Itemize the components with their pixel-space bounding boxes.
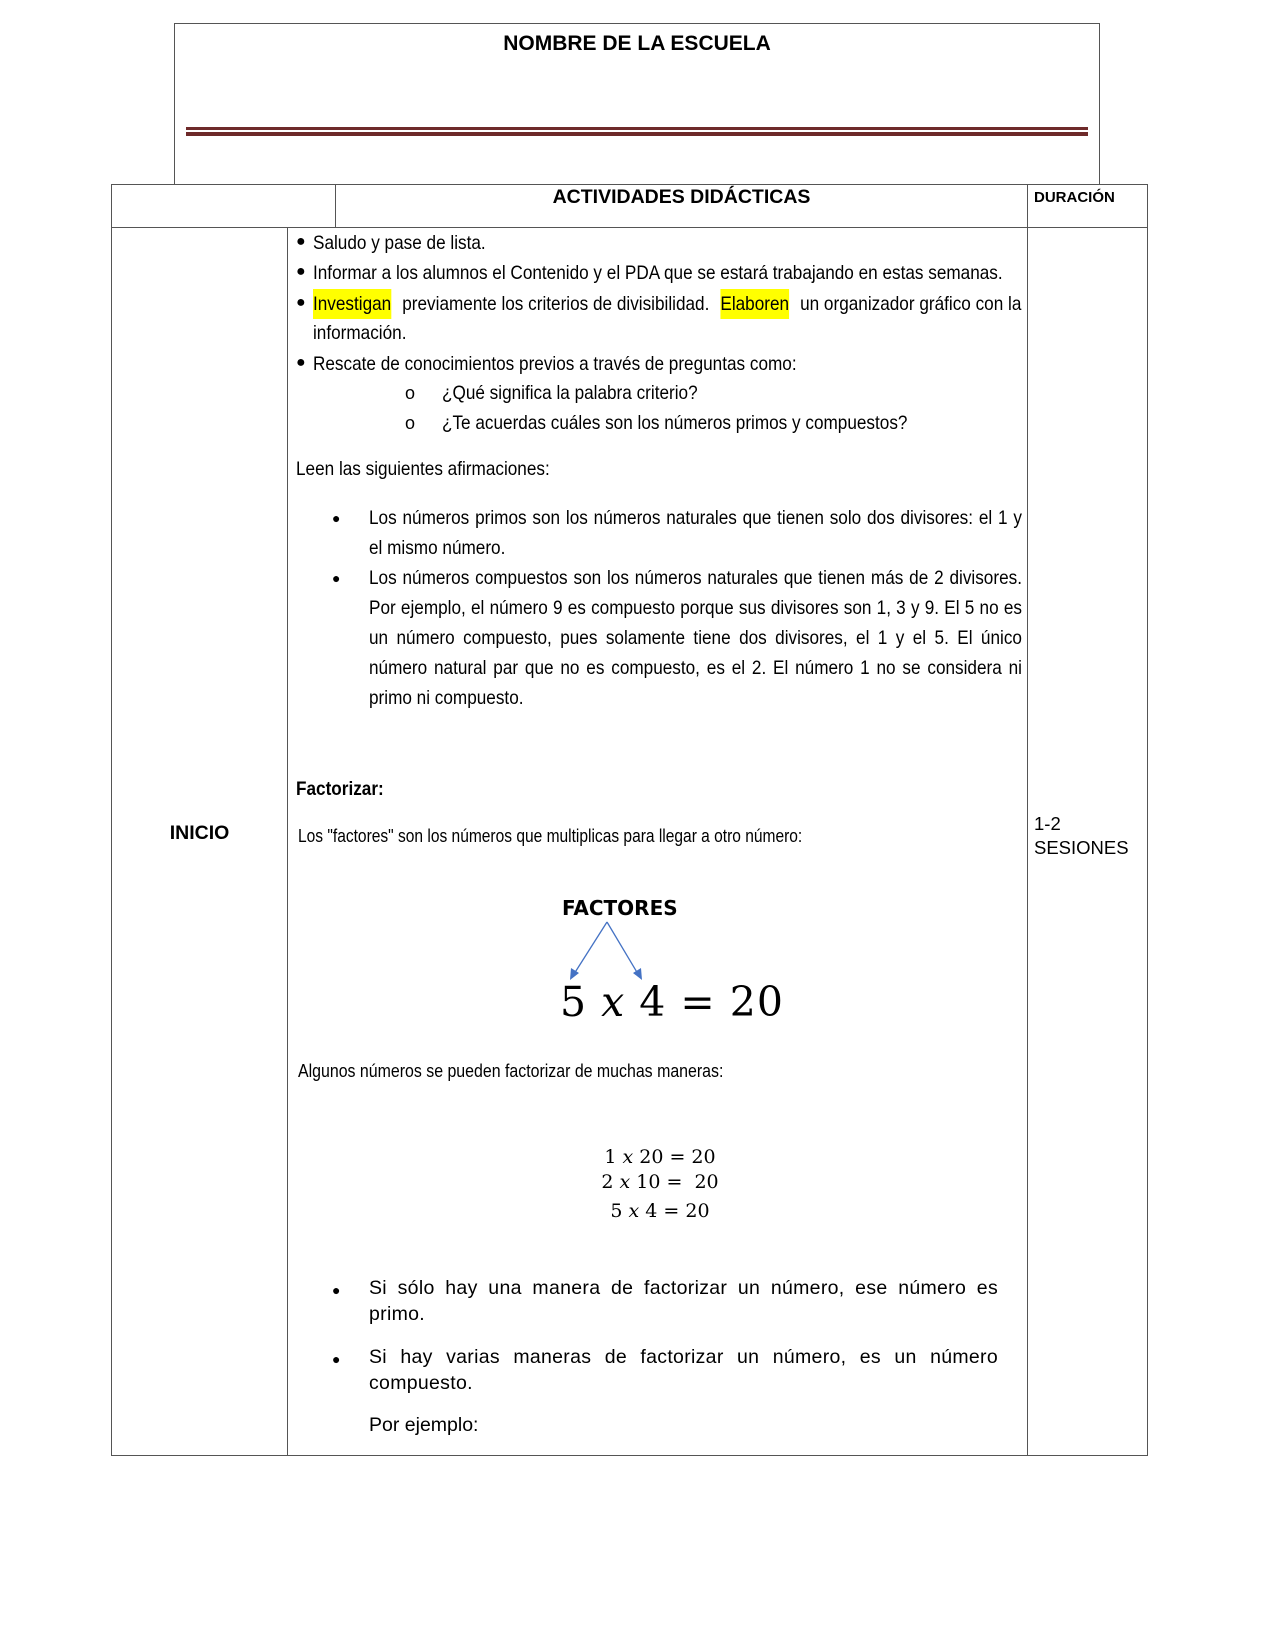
equation-2: 2 𝑥 10 = 20 — [601, 1171, 719, 1193]
school-name: NOMBRE DE LA ESCUELA — [503, 32, 771, 55]
duration-value-line2: SESIONES — [1034, 837, 1129, 858]
activity-text: previamente los criterios de divisibilidad. — [397, 293, 715, 315]
example-label: Por ejemplo: — [369, 1414, 479, 1436]
bullet-icon: ● — [296, 233, 306, 250]
activity-item-continuation: información. — [313, 322, 407, 344]
bullet-icon: ● — [332, 570, 341, 586]
statement-primes: Los números primos son los números naturales que tienen solo dos divisores: el 1 y el mismo número. — [369, 507, 1022, 559]
header-divider-thick — [186, 132, 1088, 136]
bullet-icon: ● — [296, 354, 306, 371]
statement-composites: Los números compuestos son los números naturales que tienen más de 2 divisores. Por ejemplo, el número 9 es compuesto porque sus divisores son 1, 3 y 9. El 5 no es un número compuesto, pues solamente tiene dos divisores, el 1 y el 5. El único número natural par que no es compuesto, es el 2. El número 1 no se considera ni primo ni compuesto. — [369, 567, 1022, 709]
equation-3: 5 𝑥 4 = 20 — [610, 1200, 710, 1222]
factorize-heading: Factorizar: — [296, 778, 384, 800]
header-divider — [186, 127, 1088, 130]
main-equation: 5 𝑥 4 = 20 — [560, 978, 784, 1026]
highlight-elaboren: Elaboren — [720, 289, 789, 319]
bullet-icon: ● — [332, 1351, 341, 1367]
question-item: ¿Te acuerdas cuáles son los números primos y compuestos? — [442, 412, 908, 434]
highlight-investigan: Investigan — [313, 289, 391, 319]
activity-item: Rescate de conocimientos previos a través de preguntas como: — [313, 353, 797, 375]
duration-value — [1034, 812, 1129, 860]
bullet-icon: ● — [332, 1282, 341, 1298]
equation-1: 1 𝑥 20 = 20 — [604, 1146, 716, 1168]
factor-arrows — [560, 920, 670, 985]
bullet-icon: ● — [296, 263, 306, 280]
circle-bullet-icon: o — [405, 383, 416, 403]
activity-item: Informar a los alumnos el Contenido y el PDA que se estará trabajando en estas semanas. — [313, 262, 1003, 284]
factors-label: FACTORES — [562, 896, 678, 920]
read-intro: Leen las siguientes afirmaciones: — [296, 458, 550, 480]
circle-bullet-icon: o — [405, 413, 416, 433]
bullet-icon: ● — [296, 294, 306, 311]
school-header — [174, 23, 1100, 185]
phase-label: INICIO — [169, 822, 230, 844]
duration-column-header: DURACIÓN — [1034, 189, 1115, 206]
activity-item-research — [313, 289, 1021, 319]
bullet-icon: ● — [332, 510, 341, 526]
activity-text: un organizador gráfico con la — [795, 293, 1022, 315]
rule-composite: Si hay varias maneras de factorizar un número, es un número compuesto. — [369, 1346, 998, 1394]
activities-column-header: ACTIVIDADES DIDÁCTICAS — [552, 186, 811, 208]
activity-item: Saludo y pase de lista. — [313, 232, 486, 254]
duration-value-line1: 1-2 — [1034, 813, 1061, 834]
question-item: ¿Qué significa la palabra criterio? — [442, 382, 698, 404]
factors-intro: Los "factores" son los números que multiplicas para llegar a otro número: — [298, 825, 803, 846]
many-ways-intro: Algunos números se pueden factorizar de muchas maneras: — [298, 1060, 724, 1081]
rule-prime: Si sólo hay una manera de factorizar un número, ese número es primo. — [369, 1277, 998, 1325]
